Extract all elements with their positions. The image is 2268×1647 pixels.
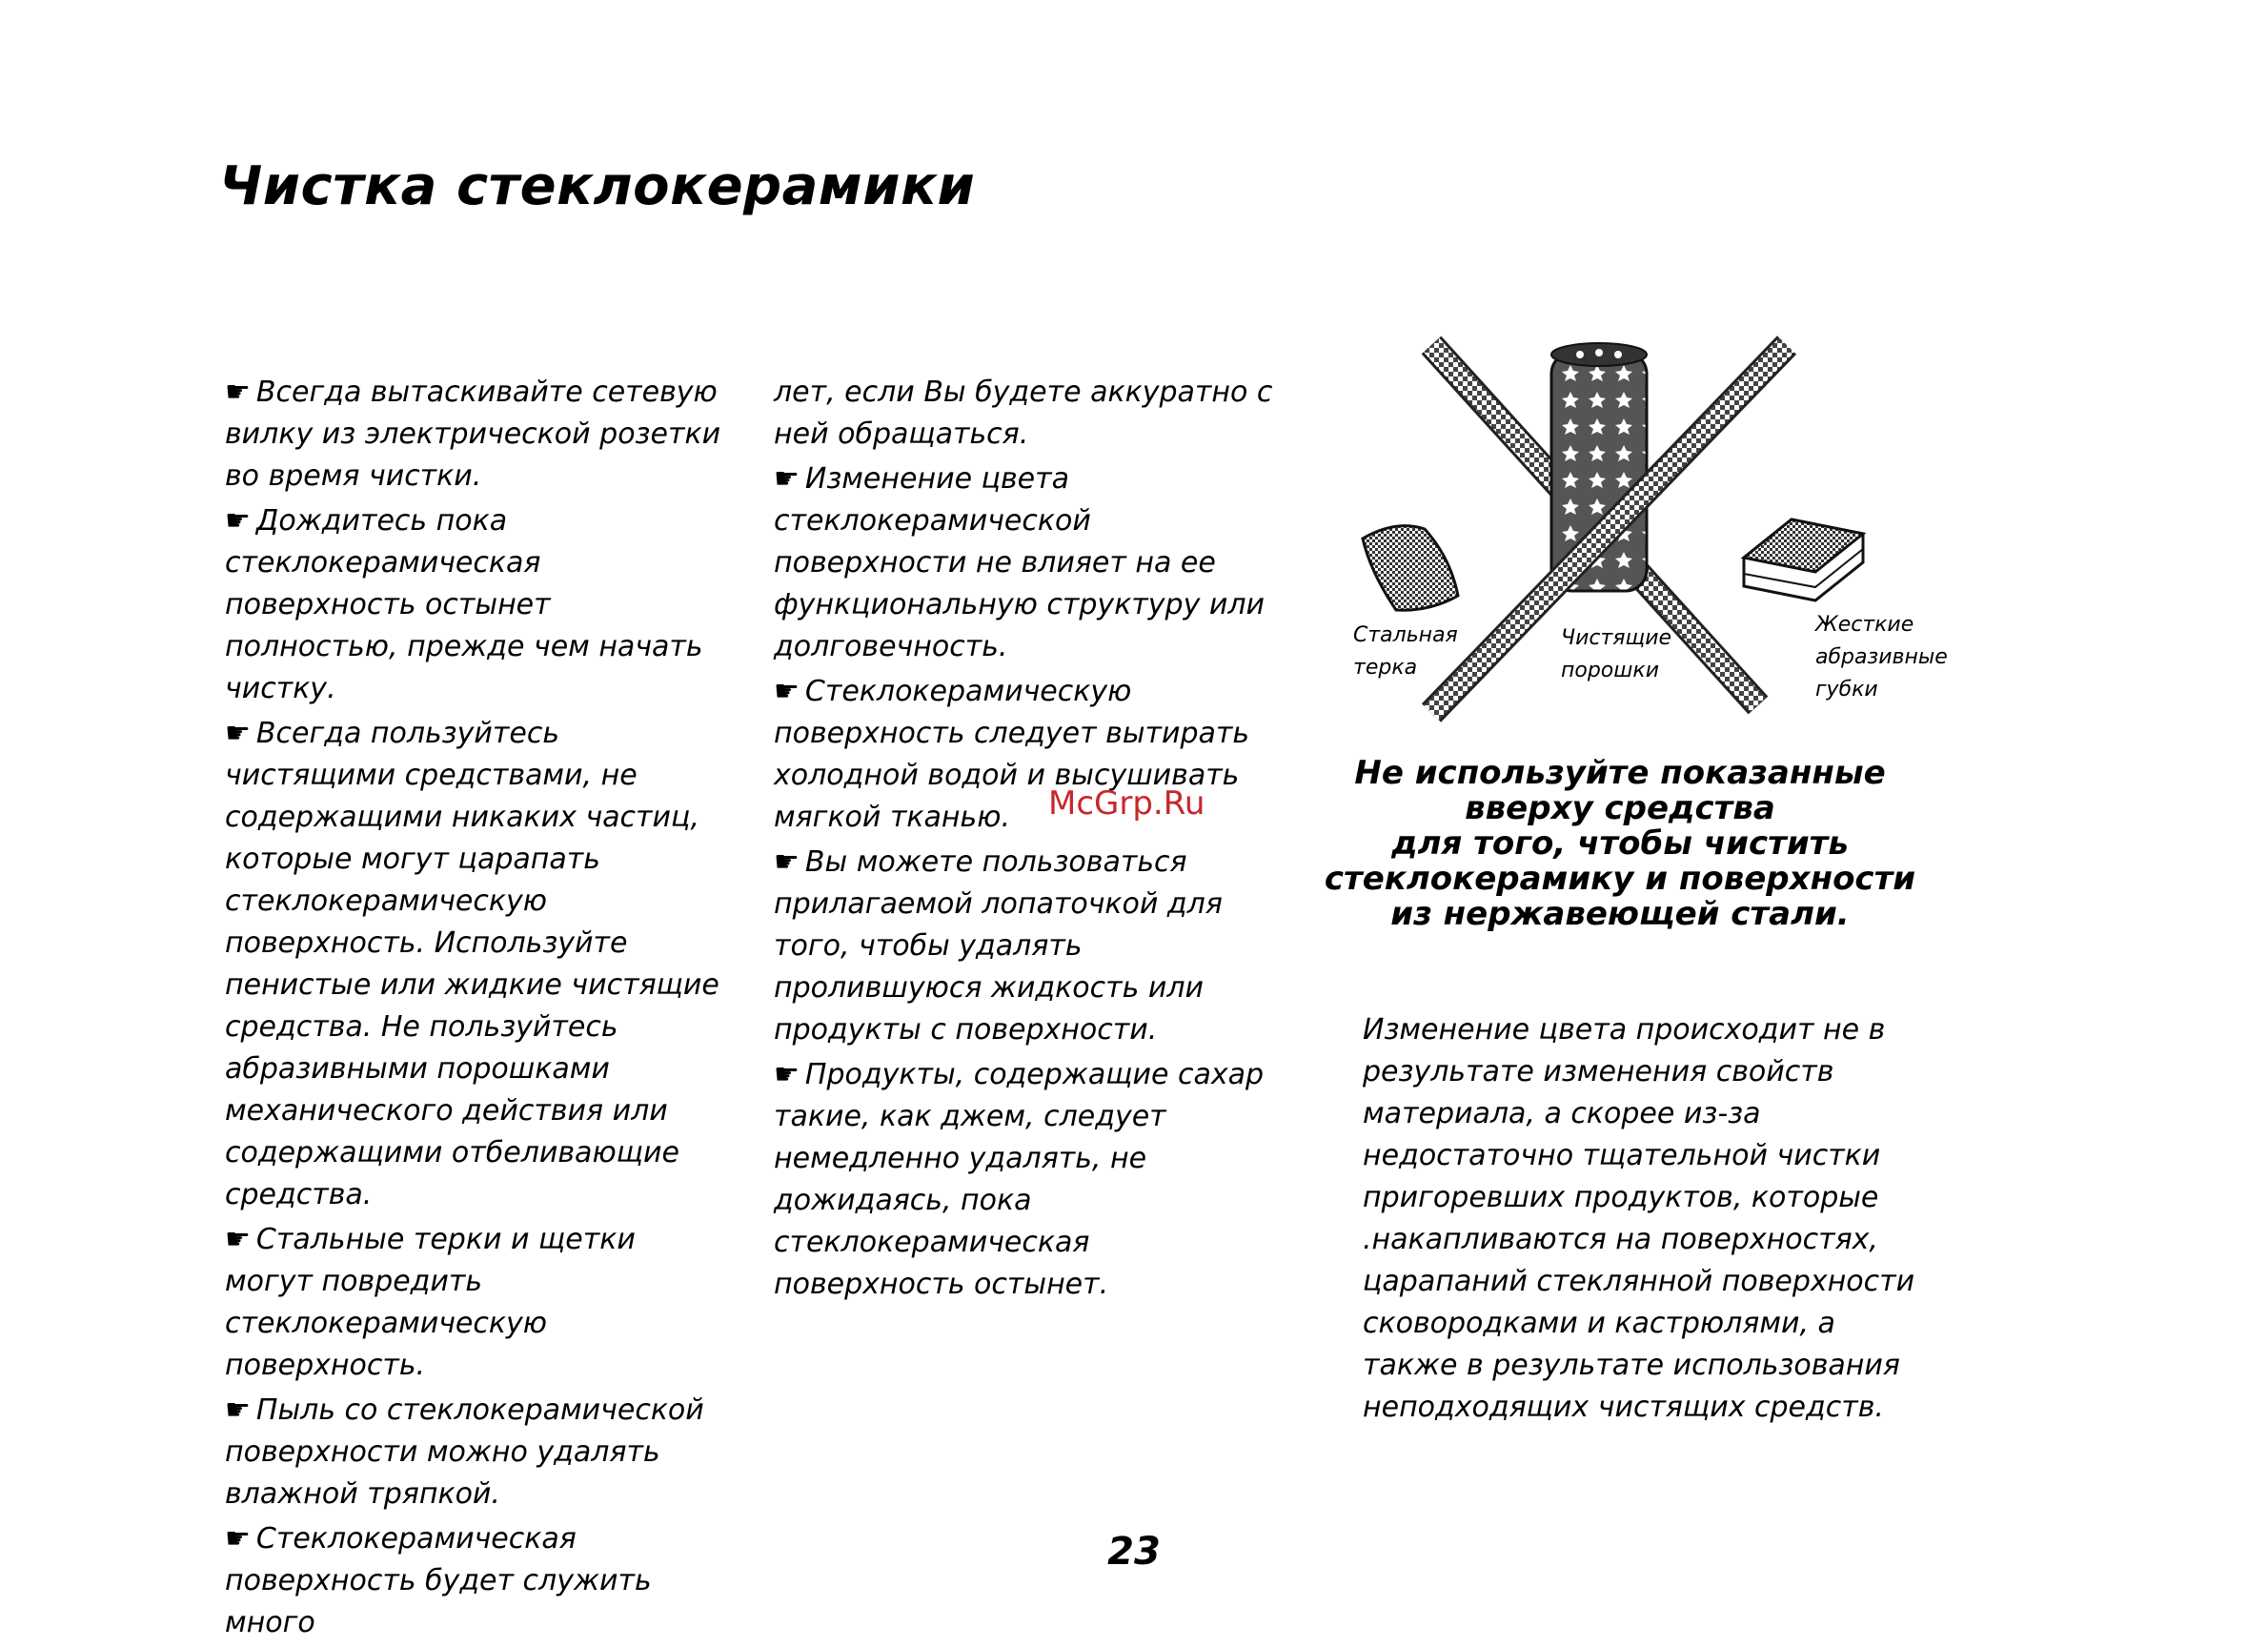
continuation-text: лет, если Вы будете аккуратно с ней обращаться. [774, 376, 1273, 451]
list-item-text: Пыль со стеклокерамической поверхности можно удалять влажной тряпкой. [225, 1393, 704, 1511]
warning-line: вверху средства [1465, 789, 1775, 827]
list-item-text: Дождитесь пока стеклокерамическая поверхность остынет полностью, прежде чем начать чистку. [225, 504, 703, 705]
pointing-hand-icon: ☛ [774, 1058, 800, 1091]
list-item [225, 500, 730, 710]
list-item-text: Всегда пользуйтесь чистящими средствами, не содержащими никаких частиц, которые могут царапать стеклокерамическую поверхность. Используйте пенистые или жидкие чистящие средства. Не пользуйтесь абразивными порошками механического действия или содержащими отбеливающие средства. [225, 717, 719, 1211]
list-item [774, 842, 1286, 1051]
list-item [774, 458, 1286, 668]
pointing-hand-icon: ☛ [774, 845, 800, 879]
note-paragraph [1363, 1009, 1915, 1432]
list-item-text: Всегда вытаскивайте сетевую вилку из электрической розетки во время чистки. [225, 376, 721, 493]
warning-line: из нержавеющей стали. [1390, 895, 1850, 933]
list-item-text: Стеклокерамическая поверхность будет служить много [225, 1522, 652, 1639]
warning-text [1306, 756, 1934, 932]
watermark: McGrp.Ru [1048, 784, 1205, 823]
list-item [225, 1390, 730, 1515]
pointing-hand-icon: ☛ [774, 675, 800, 708]
list-item [774, 1054, 1286, 1306]
pointing-hand-icon: ☛ [225, 1393, 251, 1427]
list-item [225, 372, 730, 498]
list-item-text: Изменение цвета стеклокерамической поверхности не влияет на ее функциональную структуру или долговечность. [774, 462, 1266, 663]
abrasive-sponge-icon [1744, 519, 1863, 600]
list-item [774, 671, 1286, 839]
list-item-text: Продукты, содержащие сахар такие, как джем, следует немедленно удалять, не дожидаясь, пока стеклокерамическая поверхность остынет. [774, 1058, 1265, 1301]
warning-line: Не используйте показанные [1354, 754, 1886, 792]
pointing-hand-icon: ☛ [225, 717, 251, 750]
page-title: Чистка стеклокерамики [219, 155, 976, 217]
pointing-hand-icon: ☛ [225, 1223, 251, 1256]
list-item [225, 713, 730, 1216]
list-item-text: Стальные терки и щетки могут повредить стеклокерамическую поверхность. [225, 1223, 636, 1382]
pointing-hand-icon: ☛ [774, 462, 800, 496]
column-1 [225, 372, 730, 1647]
page-number: 23 [1107, 1530, 1161, 1574]
warning-line: стеклокерамику и поверхности [1324, 860, 1916, 898]
pointing-hand-icon: ☛ [225, 376, 251, 409]
list-item-text: Вы можете пользоваться прилагаемой лопаточкой для того, чтобы удалять пролившуюся жидкость или продукты с поверхности. [774, 845, 1223, 1047]
steel-wool-icon [1363, 526, 1458, 611]
list-item [225, 1219, 730, 1387]
warning-line: для того, чтобы чистить [1391, 824, 1849, 863]
sponges-label: Жесткие абразивные губки [1815, 613, 1948, 702]
list-item-text: Стеклокерамическую поверхность следует вытирать холодной водой и высушивать мягкой тканью. [774, 675, 1250, 834]
pointing-hand-icon: ☛ [225, 1522, 251, 1556]
column-2 [774, 372, 1286, 1309]
powders-label: Чистящие порошки [1561, 626, 1672, 682]
pointing-hand-icon: ☛ [225, 504, 251, 538]
prohibited-cleaners-illustration [1344, 334, 1973, 724]
note-text: Изменение цвета происходит не в результате изменения свойств материала, а скорее из-за недостаточно тщательной чистки пригоревших продуктов, которые .накапливаются на поверхностях, царапаний стеклянной поверхности сковородками и кастрюлями, а также в результате использования неподходящих чистящих средств. [1363, 1013, 1915, 1424]
steel-wool-label: Стальная терка [1353, 623, 1458, 680]
